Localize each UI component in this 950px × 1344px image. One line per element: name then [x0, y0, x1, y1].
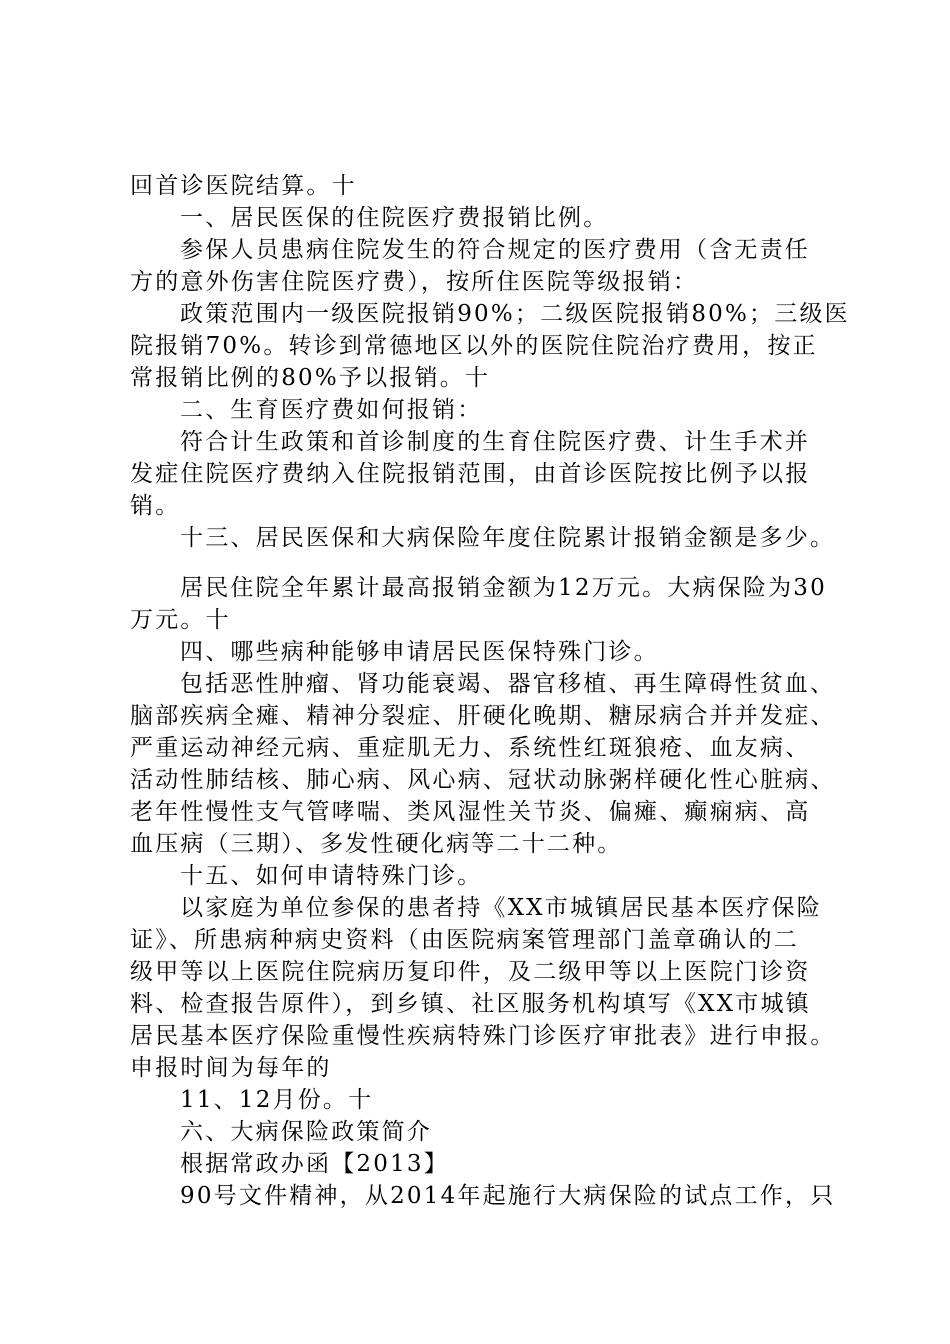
- text-line: 老年性慢性支气管哮喘、类风湿性关节炎、偏瘫、癫痫病、高: [130, 799, 811, 825]
- text-line: 符合计生政策和首诊制度的生育住院医疗费、计生手术并: [180, 429, 810, 455]
- text-line: 发症住院医疗费纳入住院报销范围，由首诊医院按比例予以报: [130, 461, 811, 487]
- text-line: 政策范围内一级医院报销90%；二级医院报销80%；三级医: [180, 301, 850, 327]
- text-line: 11、12月份。十: [180, 1087, 374, 1113]
- text-line: 严重运动神经元病、重症肌无力、系统性红斑狼疮、血友病、: [130, 735, 811, 761]
- text-line: 90号文件精神，从2014年起施行大病保险的试点工作，只: [180, 1183, 836, 1209]
- text-line: 居民住院全年累计最高报销金额为12万元。大病保险为30: [180, 575, 827, 601]
- text-line: 以家庭为单位参保的患者持《XX市城镇居民基本医疗保险: [180, 895, 822, 921]
- text-line: 参保人员患病住院发生的符合规定的医疗费用（含无责任: [180, 237, 810, 263]
- text-line: 申报时间为每年的: [130, 1055, 332, 1081]
- text-line: 脑部疾病全瘫、精神分裂症、肝硬化晚期、糖尿病合并并发症、: [130, 703, 836, 729]
- text-line: 万元。十: [130, 607, 231, 633]
- text-line: 常报销比例的80%予以报销。十: [130, 365, 491, 391]
- section-heading: 十五、如何申请特殊门诊。: [180, 863, 483, 889]
- section-heading: 六、大病保险政策简介: [180, 1119, 432, 1145]
- text-line: 血压病（三期）、多发性硬化病等二十二种。: [130, 831, 623, 857]
- text-line: 料、检查报告原件），到乡镇、社区服务机构填写《XX市城镇: [130, 991, 811, 1017]
- text-line: 包括恶性肿瘤、肾功能衰竭、器官移植、再生障碍性贫血、: [180, 671, 836, 697]
- section-heading: 二、生育医疗费如何报销：: [180, 397, 483, 423]
- paragraph-gap: [130, 554, 840, 572]
- text-line: 根据常政办函【2013】: [180, 1151, 449, 1177]
- text-line: 级甲等以上医院住院病历复印件，及二级甲等以上医院门诊资: [130, 959, 811, 985]
- text-line: 销。: [130, 493, 181, 519]
- document-body: [130, 170, 850, 1212]
- text-line: 证》、所患病种病史资料（由医院病案管理部门盖章确认的二: [130, 927, 799, 953]
- text-line: 活动性肺结核、肺心病、风心病、冠状动脉粥样硬化性心脏病、: [130, 767, 836, 793]
- text-line: 回首诊医院结算。十: [130, 173, 357, 199]
- text-line: 居民基本医疗保险重慢性疾病特殊门诊医疗审批表》进行申报。: [130, 1023, 836, 1049]
- section-heading: 十三、居民医保和大病保险年度住院累计报销金额是多少。: [180, 525, 836, 551]
- text-line: 院报销70%。转诊到常德地区以外的医院住院治疗费用，按正: [130, 333, 818, 359]
- section-heading: 一、居民医保的住院医疗费报销比例。: [180, 205, 609, 231]
- section-heading: 四、哪些病种能够申请居民医保特殊门诊。: [180, 639, 659, 665]
- text-line: 方的意外伤害住院医疗费），按所住医院等级报销：: [130, 269, 699, 295]
